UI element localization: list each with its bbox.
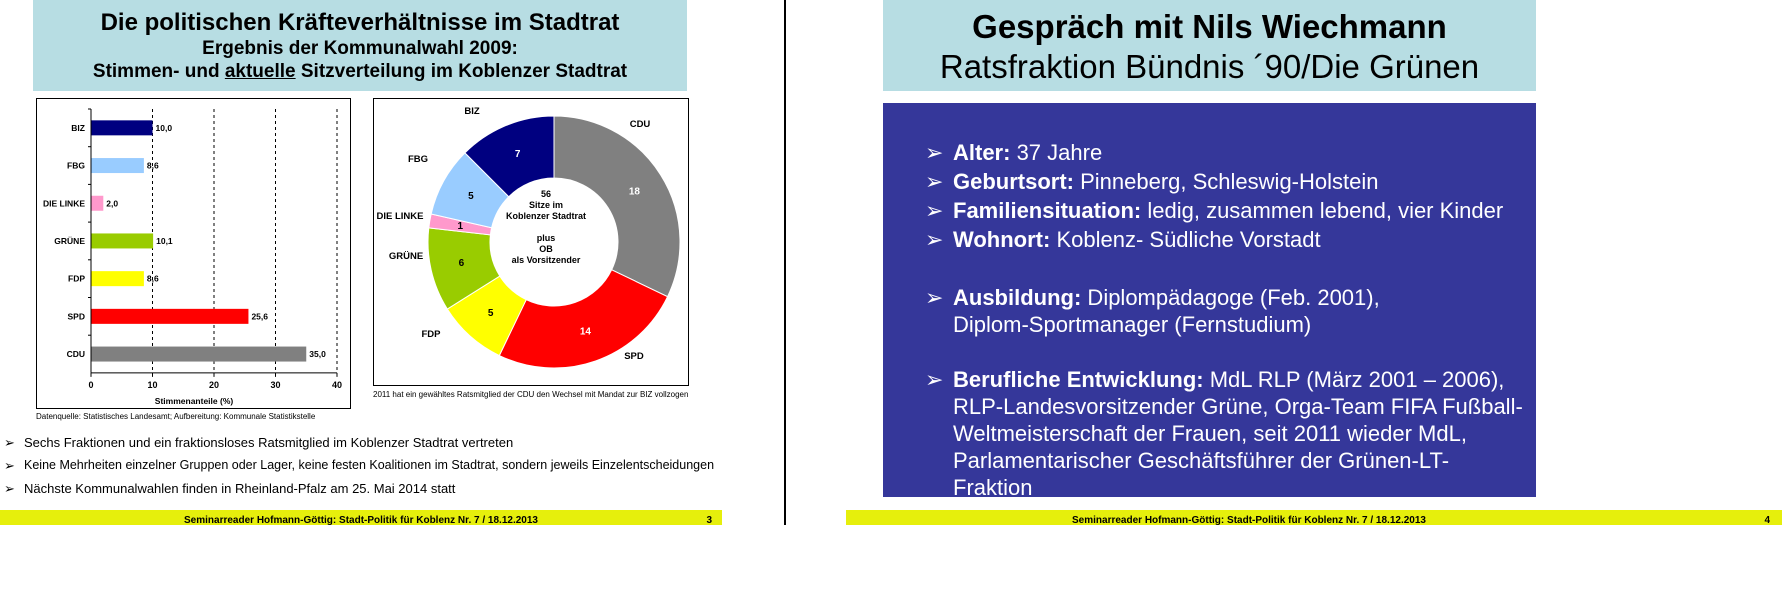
bullet-marker-icon: ➢	[925, 285, 944, 310]
slice-name-label: SPD	[624, 351, 644, 362]
profile-item-birthplace-label: Geburtsort:	[953, 169, 1074, 194]
right-slide-header	[883, 0, 1536, 91]
left-bullet-3-text: Nächste Kommunalwahlen finden in Rheinland-Pfalz am 25. Mai 2014 statt	[24, 481, 456, 496]
slide-divider	[784, 0, 786, 525]
value-label: 25,6	[251, 311, 268, 322]
slice-name-label: CDU	[629, 119, 651, 130]
slice-value-label: 14	[579, 326, 591, 338]
left-slide-title: Die politischen Kräfteverhältnisse im Stadtrat	[100, 9, 620, 36]
bar-biz	[91, 120, 153, 135]
bullet-marker-icon: ➢	[925, 227, 944, 252]
x-axis-label: Stimmenanteile (%)	[154, 395, 234, 406]
bullet-marker-icon: ➢	[4, 481, 15, 496]
center-text-line: plus	[536, 233, 556, 243]
slice-value-label: 6	[458, 258, 465, 270]
center-text-line: 56	[540, 189, 552, 199]
slice-name-label: DIE LINKE	[376, 211, 424, 222]
category-label: GRÜNE	[54, 235, 85, 246]
left-slide-subtitle-2	[33, 61, 687, 83]
bullet-marker-icon: ➢	[925, 198, 944, 223]
profile-item-career-value: MdL RLP (März 2001 – 2006), RLP-Landesvorsitzender Grüne, Orga-Team FIFA Fußball-Weltmeisterschaft der Frauen, seit 2011 wieder MdL, Parlamentarischer Geschäftsführer der Grünen-LT-Fraktion	[953, 367, 1523, 500]
donut-chart-frame	[373, 98, 689, 386]
x-tick-label: 40	[331, 379, 343, 390]
x-tick-label: 30	[270, 379, 281, 390]
profile-item-education-label: Ausbildung:	[953, 285, 1082, 310]
slice-value-label: 5	[468, 191, 474, 203]
profile-item-career-label: Berufliche Entwicklung:	[953, 367, 1204, 392]
right-slide-title: Gespräch mit Nils Wiechmann	[972, 8, 1447, 45]
bullet-marker-icon: ➢	[925, 140, 944, 165]
subtitle-2-post: Sitzverteilung im Koblenzer Stadtrat	[295, 61, 628, 82]
profile-item-education-value: Diplompädagoge (Feb. 2001), Diplom-Sportmanager (Fernstudium)	[953, 285, 1380, 337]
bar-chart	[37, 99, 350, 408]
category-label: CDU	[66, 349, 85, 360]
profile-item-age-value: 37 Jahre	[1010, 140, 1103, 165]
value-label: 2,0	[106, 198, 119, 209]
profile-item-birthplace-value: Pinneberg, Schleswig-Holstein	[1074, 169, 1379, 194]
x-tick-label: 10	[147, 379, 158, 390]
slice-name-label: FBG	[407, 154, 429, 165]
left-slide-header	[33, 0, 687, 91]
center-text-line: als Vorsitzender	[511, 255, 581, 265]
bullet-marker-icon: ➢	[925, 169, 944, 194]
slice-value-label: 18	[628, 186, 641, 198]
bar-grüne	[91, 233, 153, 248]
subtitle-2-pre: Stimmen- und	[92, 61, 225, 82]
value-label: 8,6	[146, 273, 159, 284]
slice-value-label: 5	[487, 307, 494, 319]
category-label: FDP	[68, 273, 85, 284]
right-slide-footer	[846, 510, 1782, 525]
left-bullet-2-text: Keine Mehrheiten einzelner Gruppen oder Lager, keine festen Koalitionen im Stadtrat, sondern jeweils Einzelentscheidungen	[24, 458, 715, 472]
right-slide-subtitle: Ratsfraktion Bündnis ´90/Die Grünen	[939, 48, 1480, 85]
left-page-number: 3	[706, 515, 712, 526]
value-label: 10,0	[155, 122, 173, 133]
profile-item-age-label: Alter:	[953, 140, 1011, 165]
bar-spd	[91, 309, 248, 324]
slice-cdu	[554, 116, 680, 297]
left-slide-subtitle-1: Ergebnis der Kommunalwahl 2009:	[202, 38, 518, 59]
profile-item-family-value: ledig, zusammen lebend, vier Kinder	[1141, 198, 1504, 223]
center-text-line: Sitze im	[528, 200, 564, 210]
x-tick-label: 20	[208, 379, 220, 390]
profile-item-residence-value: Koblenz- Südliche Vorstadt	[1050, 227, 1321, 252]
slice-value-label: 1	[457, 221, 464, 233]
bar-chart-frame	[36, 98, 351, 409]
bullet-marker-icon: ➢	[925, 367, 944, 392]
value-label: 10,1	[156, 235, 173, 246]
slice-name-label: FDP	[421, 329, 441, 340]
bullet-marker-icon: ➢	[4, 435, 15, 450]
profile-item-residence-label: Wohnort:	[953, 227, 1051, 252]
profile-box	[883, 103, 1536, 500]
left-bullet-1-text: Sechs Fraktionen und ein fraktionsloses Ratsmitglied im Koblenzer Stadtrat vertreten	[24, 435, 514, 450]
x-tick-label: 0	[88, 379, 94, 390]
bar-fbg	[91, 158, 144, 173]
category-label: BIZ	[71, 122, 85, 133]
center-text-line: Koblenzer Stadtrat	[505, 211, 587, 221]
value-label: 8,6	[146, 160, 159, 171]
center-text-line: OB	[539, 244, 553, 254]
chart-source-note: Datenquelle: Statistisches Landesamt; Aufbereitung: Kommunale Statistikstelle	[36, 412, 316, 421]
value-label: 35,0	[309, 349, 326, 360]
left-slide-footer	[0, 510, 722, 525]
profile-item-family-label: Familiensituation:	[953, 198, 1142, 223]
donut-chart	[374, 99, 688, 385]
bar-cdu	[91, 347, 306, 362]
bullet-marker-icon: ➢	[4, 458, 15, 473]
bar-fdp	[91, 271, 144, 286]
slice-name-label: GRÜNE	[388, 251, 424, 262]
subtitle-2-underlined: aktuelle	[224, 61, 296, 82]
right-footer-text: Seminarreader Hofmann-Göttig: Stadt-Politik für Koblenz Nr. 7 / 18.12.2013	[1072, 515, 1426, 526]
category-label: FBG	[67, 160, 85, 171]
bar-die-linke	[91, 196, 103, 211]
donut-chart-note: 2011 hat ein gewähltes Ratsmitglied der CDU den Wechsel mit Mandat zur BIZ vollzogen	[373, 390, 689, 399]
slice-value-label: 7	[514, 149, 521, 161]
category-label: DIE LINKE	[42, 198, 85, 209]
left-footer-text: Seminarreader Hofmann-Göttig: Stadt-Politik für Koblenz Nr. 7 / 18.12.2013	[184, 515, 538, 526]
right-page-number: 4	[1764, 515, 1770, 526]
slice-name-label: BIZ	[464, 106, 480, 117]
category-label: SPD	[67, 311, 85, 322]
